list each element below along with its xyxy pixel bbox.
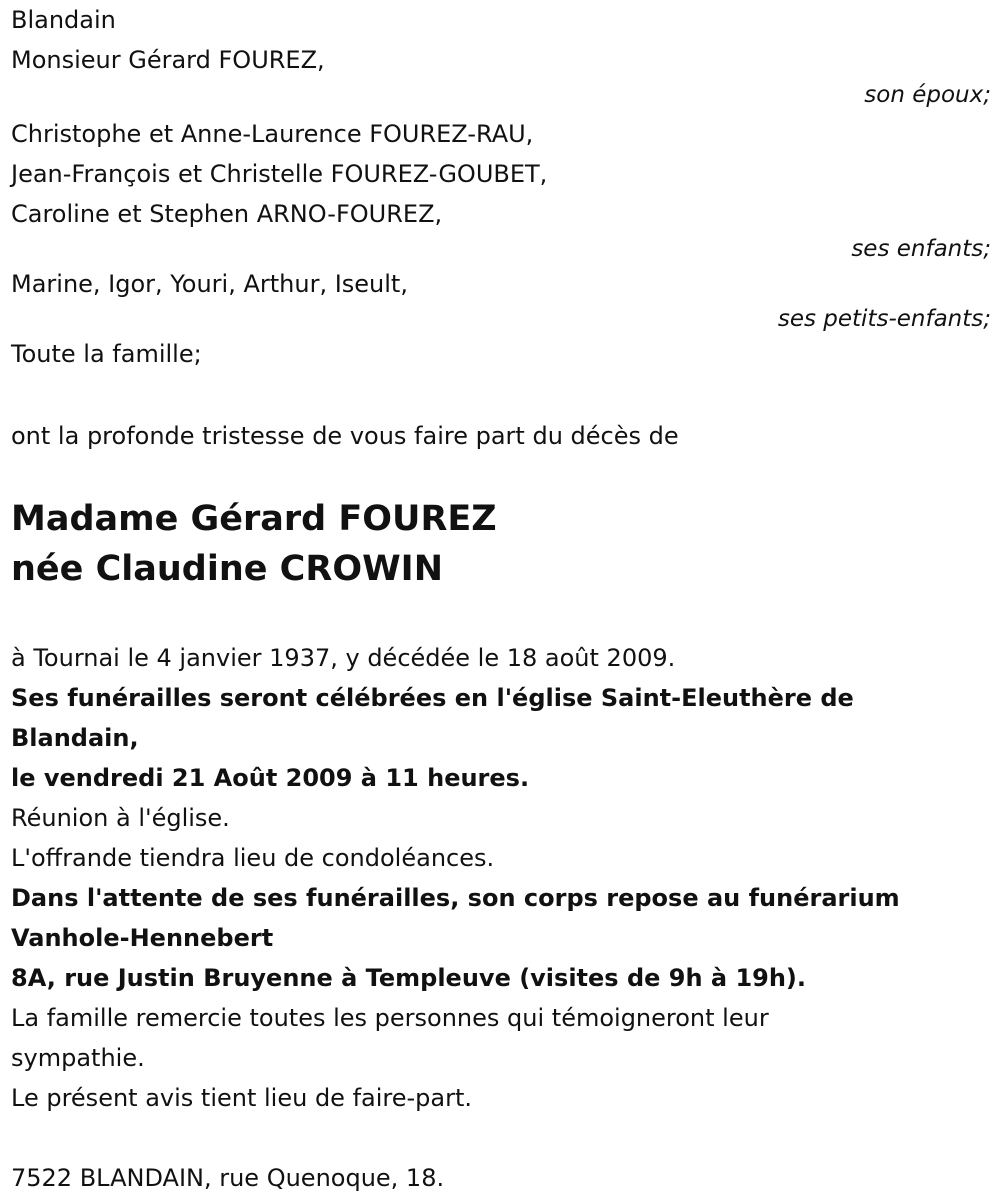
notice-info: Le présent avis tient lieu de faire-part. bbox=[11, 1084, 473, 1112]
deceased-name: Madame Gérard FOUREZ bbox=[11, 499, 497, 539]
grandchildren-role: ses petits-enfants; bbox=[777, 306, 991, 332]
deceased-maiden-name: née Claudine CROWIN bbox=[11, 549, 443, 589]
funeral-home-info-2: Vanhole-Hennebert bbox=[11, 924, 274, 952]
funeral-info-2: Blandain, bbox=[11, 724, 139, 752]
children-role: ses enfants; bbox=[851, 236, 991, 262]
meeting-info: Réunion à l'église. bbox=[11, 804, 230, 832]
spouse-role: son époux; bbox=[864, 82, 991, 108]
birth-death-info: à Tournai le 4 janvier 1937, y décédée le 18 août 2009. bbox=[11, 644, 676, 672]
funeral-home-info-1: Dans l'attente de ses funérailles, son corps repose au funérarium bbox=[11, 884, 900, 912]
whole-family: Toute la famille; bbox=[11, 340, 202, 368]
spouse-name: Monsieur Gérard FOUREZ, bbox=[11, 46, 325, 74]
funeral-home-info-3: 8A, rue Justin Bruyenne à Templeuve (visites de 9h à 19h). bbox=[11, 964, 807, 992]
child-couple-2: Jean-François et Christelle FOUREZ-GOUBET, bbox=[11, 160, 548, 188]
announcement-text: ont la profonde tristesse de vous faire part du décès de bbox=[11, 422, 679, 450]
obituary-document bbox=[11, 0, 991, 1198]
child-couple-3: Caroline et Stephen ARNO-FOUREZ, bbox=[11, 200, 443, 228]
village-name: Blandain bbox=[11, 6, 116, 34]
funeral-info-1: Ses funérailles seront célébrées en l'église Saint-Eleuthère de bbox=[11, 684, 854, 712]
funeral-info-3: le vendredi 21 Août 2009 à 11 heures. bbox=[11, 764, 530, 792]
child-couple-1: Christophe et Anne-Laurence FOUREZ-RAU, bbox=[11, 120, 534, 148]
offering-info: L'offrande tiendra lieu de condoléances. bbox=[11, 844, 495, 872]
thanks-info-2: sympathie. bbox=[11, 1044, 145, 1072]
thanks-info-1: La famille remercie toutes les personnes qui témoigneront leur bbox=[11, 1004, 769, 1032]
grandchildren-names: Marine, Igor, Youri, Arthur, Iseult, bbox=[11, 270, 408, 298]
family-address: 7522 BLANDAIN, rue Quenoque, 18. bbox=[11, 1164, 445, 1192]
